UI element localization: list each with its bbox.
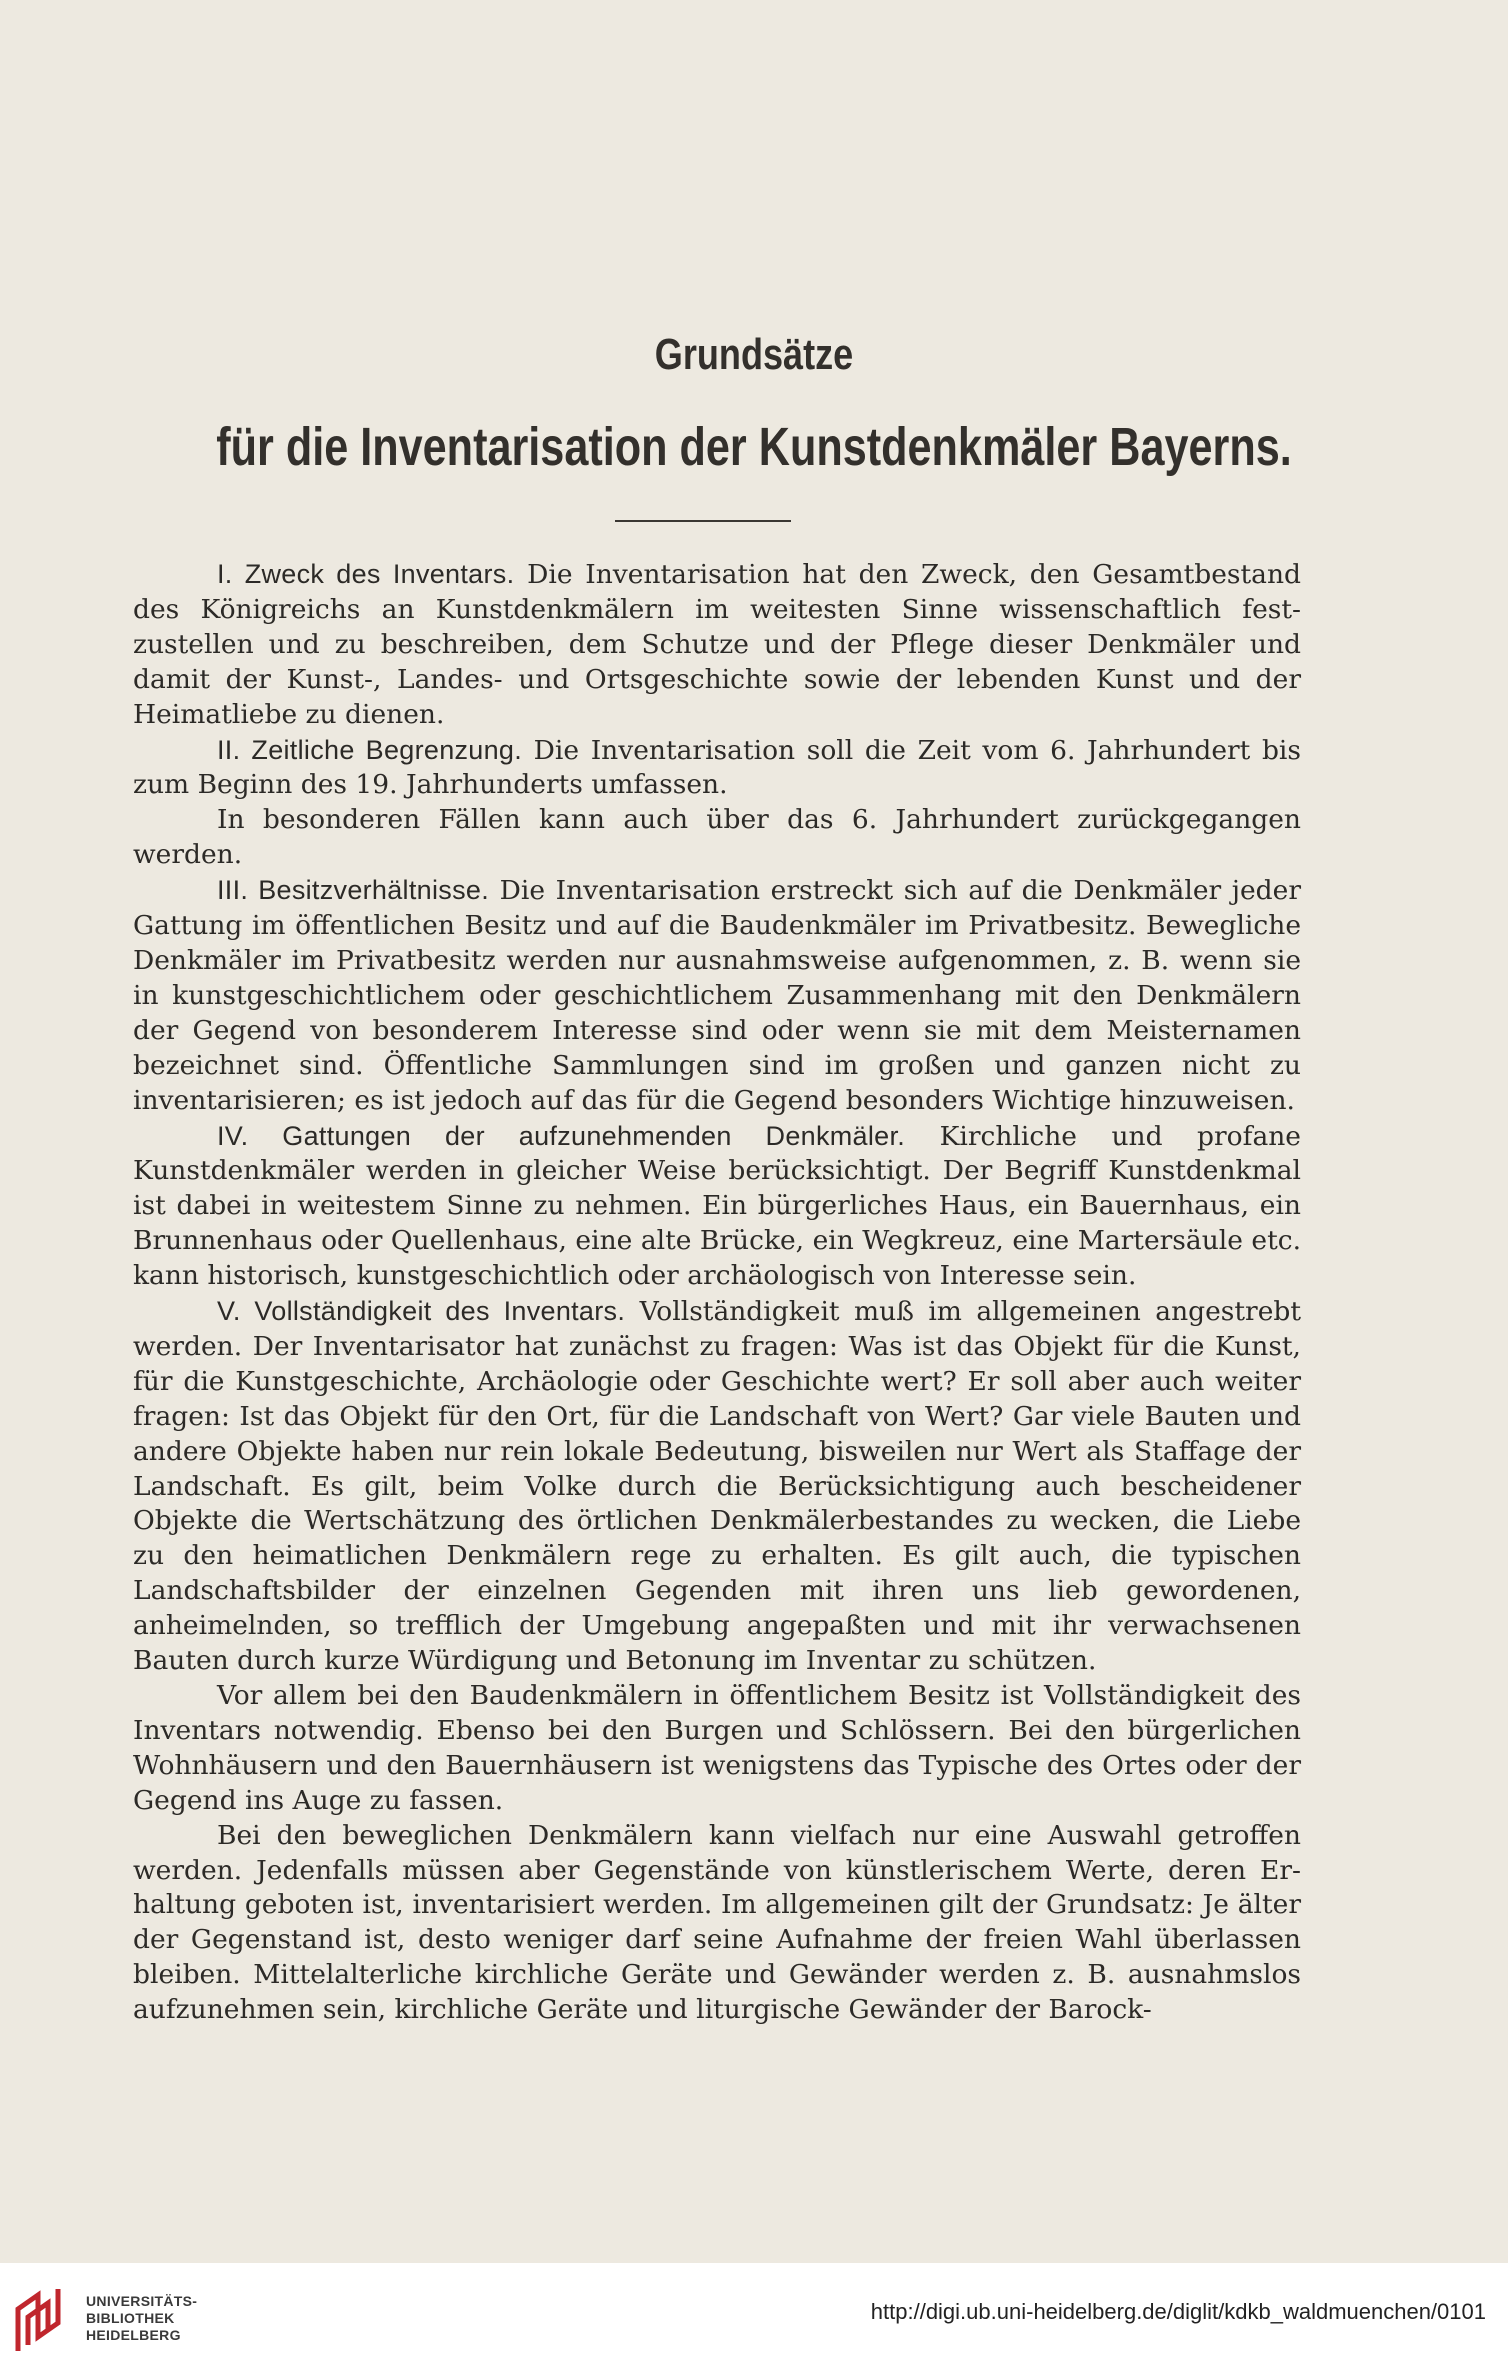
- section-heading-4: IV. Gattungen der aufzunehmenden Denkmäler.: [217, 1120, 906, 1151]
- source-url-link[interactable]: http://digi.ub.uni-heidelberg.de/diglit/kdkb_waldmuenchen/0101: [870, 2299, 1486, 2324]
- paragraph-2: [133, 733, 1301, 804]
- paragraph-6: [133, 1294, 1301, 1679]
- section-heading-1: I. Zweck des Inventars.: [217, 559, 515, 589]
- paragraph-text-4: Die Inventarisation erstreckt sich auf die Denkmäler jeder Gattung im öffentlichen Besitz und auf die Baudenkmäler im Privatbesitz. Bewegliche Denkmäler im Privatbesitz werden nur ausnahmsweise aufgenommen, z. B. wenn sie in kunstgeschichtlichem oder geschichtlichem Zusammenhang mit den Denkmälern der Gegend von besonderem Interesse sind oder wenn sie mit dem Meisternamen bezeichnet sind. Öffentliche Sammlungen sind im großen und ganzen nicht zu inventarisieren; es ist jedoch auf das für die Gegend besonders Wichtige hinzuweisen.: [133, 875, 1301, 1116]
- page-subtitle: für die Inventarisation der Kunstdenkmäler Bayerns.: [216, 417, 1292, 477]
- paragraph-text-6: Vollständigkeit muß im allgemeinen angestrebt werden. Der Inventarisator hat zunächst zu fragen: Was ist das Objekt für die Kunst, für die Kunstgeschichte, Archäologie oder Geschichte wert? Er soll aber auch weiter fragen: Ist das Objekt für den Ort, für die Landschaft von Wert? Gar viele Bauten und andere Objekte haben nur rein lokale Bedeutung, bisweilen nur Wert als Staffage der Landschaft. Es gilt, beim Volke durch die Berücksichtigung auch bescheidener Objekte die Wertschätzung des örtlichen Denkmälerbestandes zu wecken, die Liebe zu den heimatlichen Denkmälern rege zu erhalten. Es gilt auch, die typischen Landschaftsbilder der einzelnen Gegenden mit ihren uns lieb gewordenen, anheimelnden, so trefflich der Umgebung angepaßten und mit ihr verwachsenen Bauten durch kurze Würdigung und Betonung im Inventar zu schützen.: [133, 1296, 1301, 1677]
- library-name-line-3: HEIDELBERG: [86, 2327, 181, 2343]
- paragraph-8: [133, 1819, 1301, 2028]
- paragraph-text-8: Bei den beweglichen Denkmälern kann vielfach nur eine Auswahl getroffen werden. Jedenfalls müssen aber Gegenstände von künstlerischem Werte, deren Erhaltung geboten ist, inventarisiert werden. Im allgemeinen gilt der Grundsatz: Je älter der Gegenstand ist, desto weniger darf seine Aufnahme der freien Wahl überlassen bleiben. Mittelalterliche kirchliche Geräte und Gewänder werden z. B. ausnahmslos aufzunehmen sein, kirchliche Geräte und liturgische Gewänder der Barock-: [133, 1819, 1301, 2026]
- library-name: [86, 2293, 197, 2344]
- paragraph-3: [133, 803, 1301, 873]
- page-title: Grundsätze: [654, 330, 854, 379]
- paragraph-4: [133, 873, 1301, 1118]
- library-name-line-1: UNIVERSITÄTS-: [86, 2293, 198, 2309]
- section-heading-2: II. Zeitliche Begrenzung.: [217, 734, 523, 765]
- library-footer: [0, 2263, 1508, 2375]
- body-text: [133, 557, 1301, 2028]
- section-heading-3: III. Besitzverhältnisse.: [217, 875, 489, 906]
- paragraph-text-5: Kirchliche und profane Kunstdenkmäler werden in gleicher Weise berücksichtigt. Der Begriff Kunstdenkmal ist dabei in weitestem Sinne zu nehmen. Ein bürgerliches Haus, ein Bauernhaus, ein Brunnenhaus oder Quellenhaus, eine alte Brücke, ein Wegkreuz, eine Martersäule etc. kann historisch, kunstgeschichtlich oder archäologisch von Interesse sein.: [133, 1120, 1301, 1292]
- section-heading-5: V. Vollständigkeit des Inventars.: [217, 1296, 626, 1327]
- library-name-line-2: BIBLIOTHEK: [86, 2310, 175, 2326]
- paragraph-text-3: In besonderen Fällen kann auch über das 6. Jahrhundert zurückgegangen werden.: [133, 804, 1301, 871]
- paragraph-5: [133, 1119, 1301, 1295]
- paragraph-text-1: Die Inventarisation hat den Zweck, den Gesamtbestand des Königreichs an Kunstdenkmälern im weitesten Sinne wissenschaftlich festzustellen und zu beschreiben, dem Schutze und der Pflege dieser Denkmäler und damit der Kunst-, Landes- und Ortsgeschichte sowie der lebenden Kunst und der Heimatliebe zu dienen.: [133, 559, 1301, 730]
- paragraph-text-7: Vor allem bei den Baudenkmälern in öffentlichem Besitz ist Vollständigkeit des Inventars notwendig. Ebenso bei den Burgen und Schlössern. Bei den bürgerlichen Wohnhäusern und den Bauernhäusern ist wenigstens das Typische des Ortes oder der Gegend ins Auge zu fassen.: [133, 1680, 1301, 1816]
- paragraph-7: [133, 1679, 1301, 1819]
- paragraph-text-2: Die Inventarisation soll die Zeit vom 6. Jahrhundert bis zum Beginn des 19. Jahrhunderts umfassen.: [133, 734, 1301, 801]
- library-logo-icon[interactable]: [12, 2285, 68, 2355]
- title-divider: [615, 520, 791, 522]
- paragraph-1: [133, 557, 1301, 733]
